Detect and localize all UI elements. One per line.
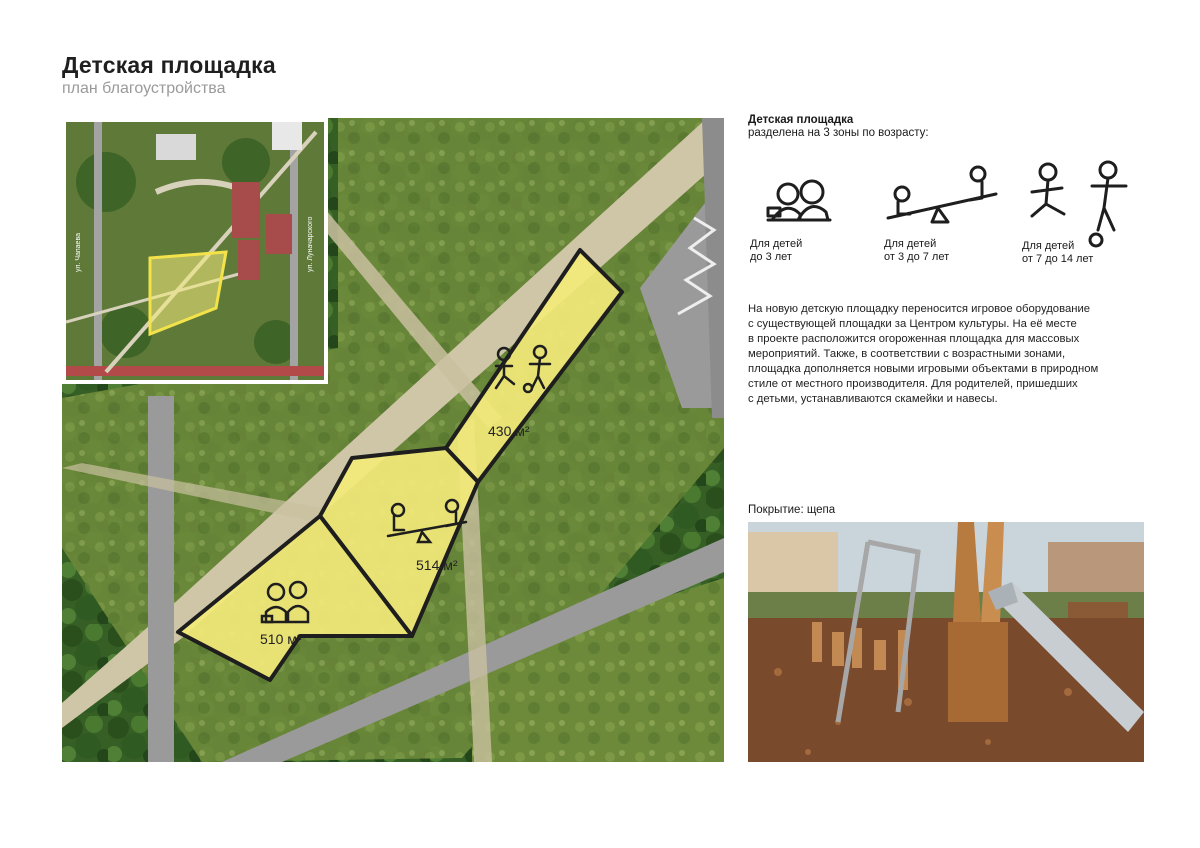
- seesaw-icon: [884, 160, 1004, 230]
- age-group-label-7-to-14: Для детей от 7 до 14 лет: [1022, 240, 1094, 265]
- zone-area-510: 510 м²: [260, 631, 302, 647]
- age-group-7-to-14: [1022, 160, 1152, 266]
- inset-street-right: ул. Луначарского: [307, 216, 314, 272]
- age-group-under-3: [750, 160, 880, 264]
- inset-street-left: ул. Чапаева: [75, 233, 82, 272]
- inset-overview-map: [62, 118, 328, 384]
- age-group-label-under-3: Для детей до 3 лет: [750, 238, 803, 263]
- project-description: На новую детскую площадку переносится игровое оборудование с существующей площадки за Центром культуры. На её месте в проекте расположится огороженная площадка для массовых мероприятий. Также, в соответствии с возрастными зонами, площадка дополняется новыми игровыми объектами в природном стиле от местного производителя. Для родителей, пришедших с детьми, устанавливаются скамейки и навесы.: [748, 303, 1099, 405]
- page-subtitle: план благоустройства: [62, 80, 226, 97]
- playground-photo: [748, 522, 1144, 762]
- coverage-label: Покрытие: щепа: [748, 504, 836, 516]
- football-kids-icon: [1022, 160, 1142, 250]
- page-title: Детская площадка: [62, 52, 276, 78]
- age-group-label-3-to-7: Для детей от 3 до 7 лет: [884, 238, 950, 263]
- info-heading: Детская площадка: [748, 114, 854, 126]
- info-heading-block: [748, 114, 929, 140]
- age-group-3-to-7: [884, 160, 1014, 264]
- info-subheading: разделена на 3 зоны по возрасту:: [748, 127, 929, 139]
- toddlers-icon: [750, 160, 840, 230]
- zone-area-514: 514 м²: [416, 557, 458, 573]
- zone-area-430: 430 м²: [488, 423, 530, 439]
